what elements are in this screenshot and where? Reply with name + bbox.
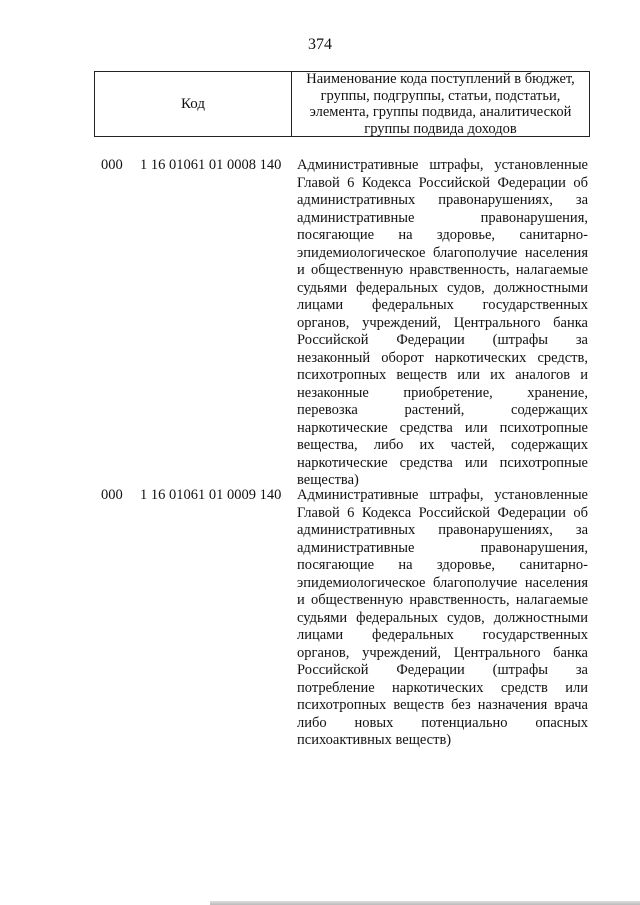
table-header (94, 71, 590, 137)
revenue-code: 1 16 01061 01 0008 140 (140, 157, 282, 173)
admin-code: 000 (101, 487, 123, 503)
header-code-cell: Код (95, 72, 292, 136)
page-number: 374 (308, 36, 332, 53)
header-name-cell: Наименование кода поступлений в бюджет, группы, подгруппы, статьи, подстатьи, элемента, группы подвида, аналитической группы подвида доходов (306, 71, 575, 137)
admin-code: 000 (101, 157, 123, 173)
revenue-description: Административные штрафы, установленные Главой 6 Кодекса Российской Федерации об административных правонарушениях, за административные правонарушения, посягающие на здоровье, санитарно-эпидемиологическое благополучие населения и общественную нравственность, налагаемые судьями федеральных судов, должностными лицами федеральных государственных органов, учреждений, Центрального банка Российской Федерации (штрафы за потребление наркотических средств или психотропных веществ без назначения врача либо новых потенциально опасных психоактивных веществ) (297, 487, 588, 748)
revenue-code: 1 16 01061 01 0009 140 (140, 487, 282, 503)
scan-edge-shadow (210, 901, 640, 905)
revenue-description: Административные штрафы, установленные Главой 6 Кодекса Российской Федерации об административных правонарушениях, за административные правонарушения, посягающие на здоровье, санитарно-эпидемиологическое благополучие населения и общественную нравственность, налагаемые судьями федеральных судов, должностными лицами федеральных государственных органов, учреждений, Центрального банка Российской Федерации (штрафы за незаконный оборот наркотических средств, психотропных веществ или их аналогов и незаконные приобретение, хранение, перевозка растений, содержащих наркотические средства или психотропные вещества, либо их частей, содержащих наркотические средства или психотропные вещества) (297, 157, 588, 488)
